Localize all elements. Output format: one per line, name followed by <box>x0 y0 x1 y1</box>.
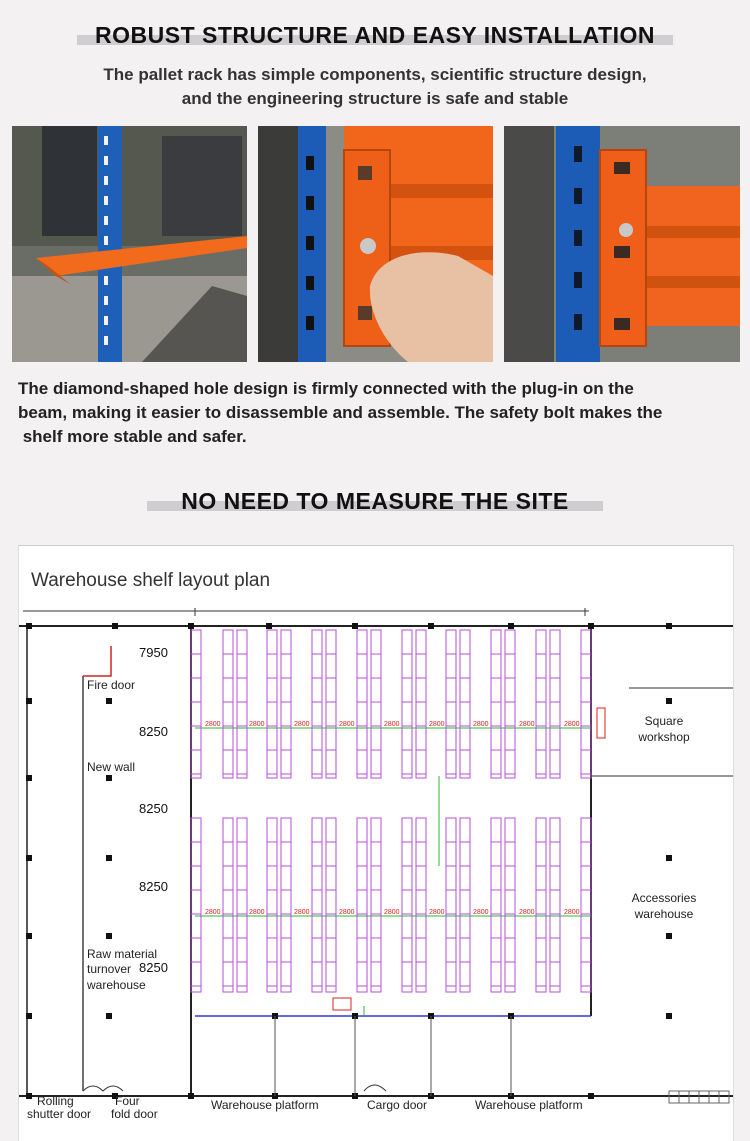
rack-unit <box>223 818 233 992</box>
rack-unit <box>536 630 546 778</box>
rack-unit <box>267 818 277 992</box>
rolling-door-label-2: shutter door <box>27 1107 92 1121</box>
column-marker <box>26 775 32 781</box>
rack-unit <box>550 818 560 992</box>
section-title-text: ROBUST STRUCTURE AND EASY INSTALLATION <box>95 22 655 48</box>
rack-unit <box>312 630 322 778</box>
rack-unit <box>581 630 591 778</box>
column-marker <box>352 623 358 629</box>
column-marker <box>188 1093 194 1099</box>
rolling-door-label-1: Rolling <box>37 1094 74 1108</box>
layout-plan <box>18 545 734 1141</box>
column-marker <box>106 855 112 861</box>
rack-unit <box>446 630 456 778</box>
aisle-width-label: 2800 <box>473 721 489 728</box>
aisle-width-label: 2800 <box>429 721 445 728</box>
column-marker <box>106 933 112 939</box>
rack-unit <box>281 818 291 992</box>
aisle-width-label: 2800 <box>564 909 580 916</box>
rack-unit <box>223 630 233 778</box>
accessories-label-2: warehouse <box>634 907 694 921</box>
rack-unit <box>505 630 515 778</box>
rack-unit <box>402 630 412 778</box>
beam-connector-closeup-photo <box>504 126 740 362</box>
photo-strip <box>12 126 740 362</box>
section-title-wrap <box>0 22 750 49</box>
column-marker <box>666 855 672 861</box>
column-marker <box>112 623 118 629</box>
rack-unit <box>505 818 515 992</box>
section-subtitle-line2: and the engineering structure is safe and stable <box>181 89 569 108</box>
rack-unit <box>402 818 412 992</box>
aisle-width-label: 2800 <box>339 721 355 728</box>
rack-unit <box>460 818 470 992</box>
rack-unit <box>371 818 381 992</box>
rack-unit <box>460 630 470 778</box>
row-height-2: 8250 <box>139 724 168 739</box>
rack-beam-photo <box>12 126 247 362</box>
four-fold-door-label-2: fold door <box>111 1107 158 1121</box>
description <box>18 377 748 449</box>
rack-unit <box>357 630 367 778</box>
rack-unit <box>237 818 247 992</box>
column-marker <box>26 698 32 704</box>
aisle-width-label: 2800 <box>564 721 580 728</box>
column-marker <box>588 623 594 629</box>
rack-unit <box>191 630 201 778</box>
rack-unit <box>550 630 560 778</box>
rack-unit <box>491 818 501 992</box>
description-line2: beam, making it easier to disassemble and assemble. The safety bolt makes the <box>18 403 663 422</box>
aisle-width-label: 2800 <box>384 721 400 728</box>
row-height-1: 7950 <box>139 645 168 660</box>
aisle-width-label: 2800 <box>339 909 355 916</box>
rack-unit <box>267 630 277 778</box>
row-height-3: 8250 <box>139 801 168 816</box>
fire-door-label: Fire door <box>87 678 136 692</box>
column-marker <box>428 623 434 629</box>
column-marker <box>26 623 32 629</box>
column-marker <box>26 1093 32 1099</box>
row-height-4: 8250 <box>139 879 168 894</box>
rack-unit <box>416 630 426 778</box>
column-marker <box>106 775 112 781</box>
description-line3: shelf more stable and safer. <box>18 427 247 446</box>
section2-title <box>147 488 603 515</box>
column-marker <box>508 623 514 629</box>
rack-unit <box>416 818 426 992</box>
aisle-width-label: 2800 <box>384 909 400 916</box>
aisle-width-label: 2800 <box>205 909 221 916</box>
section2-title-wrap <box>0 488 750 515</box>
square-workshop-label-1: Square <box>644 714 684 728</box>
cargo-door-label: Cargo door <box>367 1098 428 1112</box>
column-marker <box>666 698 672 704</box>
rack-unit <box>371 630 381 778</box>
plan-title: Warehouse shelf layout plan <box>31 570 271 591</box>
aisle-width-label: 2800 <box>519 721 535 728</box>
rack-unit <box>326 630 336 778</box>
aisle-width-label: 2800 <box>429 909 445 916</box>
column-marker <box>106 1013 112 1019</box>
rack-unit <box>446 818 456 992</box>
section-title <box>77 22 673 49</box>
rack-unit <box>237 630 247 778</box>
column-marker <box>106 698 112 704</box>
column-marker <box>26 933 32 939</box>
warehouse-platform-right: Warehouse platform <box>475 1098 583 1112</box>
aisle-width-label: 2800 <box>249 909 265 916</box>
rack-unit <box>326 818 336 992</box>
rack-unit <box>581 818 591 992</box>
floor-plan-drawing <box>19 546 733 1141</box>
column-marker <box>666 1013 672 1019</box>
aisle-width-label: 2800 <box>205 721 221 728</box>
column-marker <box>26 855 32 861</box>
column-marker <box>188 623 194 629</box>
column-marker <box>588 1093 594 1099</box>
raw-material-label-2: turnover <box>87 962 132 976</box>
rack-unit <box>357 818 367 992</box>
aisle-width-label: 2800 <box>473 909 489 916</box>
raw-material-label-1: Raw material <box>87 947 158 961</box>
column-marker <box>26 1013 32 1019</box>
column-marker <box>666 933 672 939</box>
rack-unit <box>491 630 501 778</box>
raw-material-label-3: warehouse <box>87 978 146 992</box>
section2-title-text: NO NEED TO MEASURE THE SITE <box>181 488 569 514</box>
rack-unit <box>312 818 322 992</box>
section-subtitle-line1: The pallet rack has simple components, scientific structure design, <box>103 65 647 84</box>
aisle-width-label: 2800 <box>294 909 310 916</box>
aisle-width-label: 2800 <box>249 721 265 728</box>
accessories-label-1: Accessories <box>631 891 697 905</box>
hand-inserting-bolt-photo <box>258 126 493 362</box>
four-fold-door-label-1: Four <box>115 1094 140 1108</box>
column-marker <box>266 623 272 629</box>
aisle-width-label: 2800 <box>519 909 535 916</box>
aisle-width-label: 2800 <box>294 721 310 728</box>
warehouse-platform-left: Warehouse platform <box>211 1098 319 1112</box>
row-height-5: 8250 <box>139 960 168 975</box>
column-marker <box>666 623 672 629</box>
square-workshop-label-2: workshop <box>638 730 690 744</box>
rack-unit <box>191 818 201 992</box>
description-line1: The diamond-shaped hole design is firmly connected with the plug-in on the <box>18 379 634 398</box>
rack-unit <box>536 818 546 992</box>
new-wall-label: New wall <box>87 760 136 774</box>
rack-unit <box>281 630 291 778</box>
